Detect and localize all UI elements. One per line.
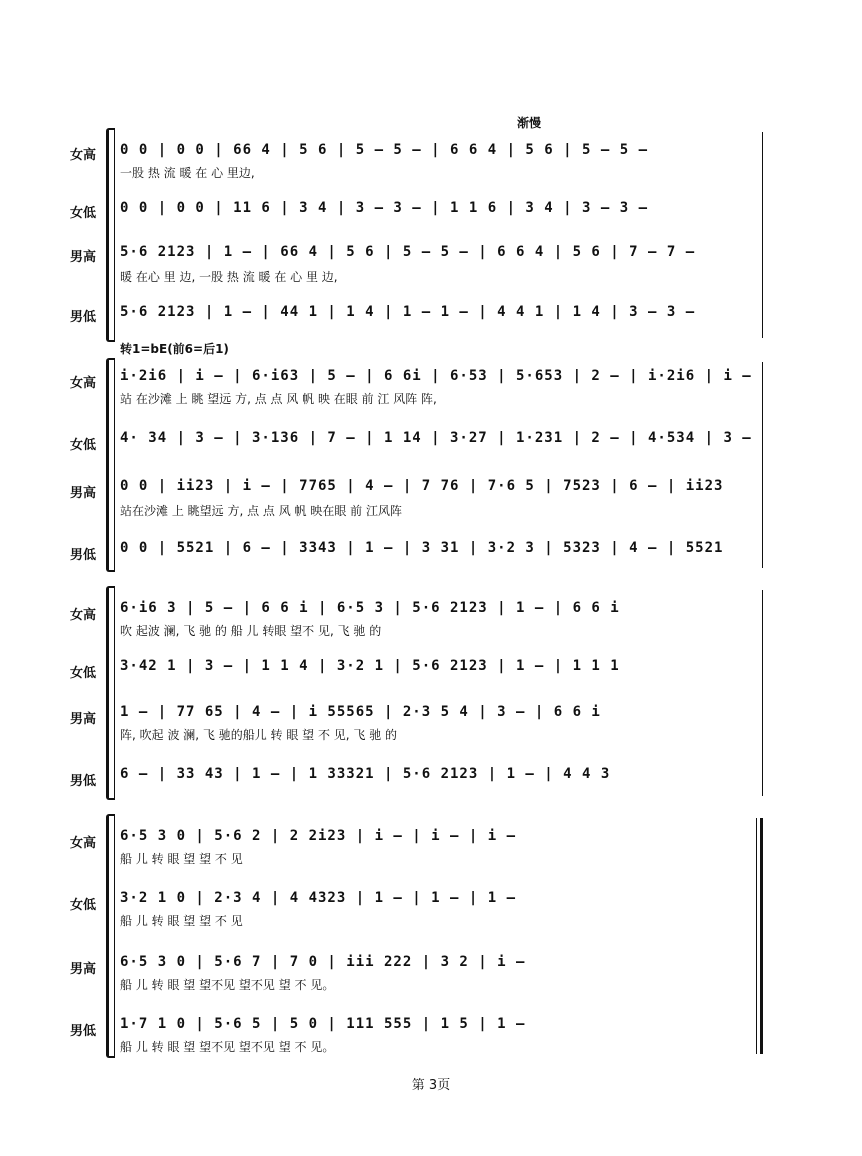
- part-label: 女低: [70, 666, 97, 681]
- notes-row: 1 – | 77 65 | 4 – | i 55565 | 2·3 5 4 | 3 – | 6 6 i: [120, 704, 601, 720]
- lyrics-row: 暖 在心 里 边, 一股 热 流 暖 在 心 里 边,: [120, 270, 338, 284]
- system-line: [114, 128, 115, 342]
- notes-row: 0 0 | 0 0 | 66 4 | 5 6 | 5 – 5 – | 6 6 4 | 5 6 | 5 – 5 –: [120, 142, 649, 158]
- bar-line: [762, 132, 763, 338]
- lyrics-row: 一股 热 流 暖 在 心 里边,: [120, 166, 255, 180]
- part-label: 男低: [70, 774, 97, 789]
- lyrics-row: 船 儿 转 眼 望 望 不 见: [120, 852, 243, 866]
- lyrics-row: 船 儿 转 眼 望 望不见 望不见 望 不 见。: [120, 978, 335, 992]
- notes-row: 6·5 3 0 | 5·6 2 | 2 2i23 | i – | i – | i –: [120, 828, 517, 844]
- notes-row: 0 0 | 5521 | 6 – | 3343 | 1 – | 3 31 | 3·2 3 | 5323 | 4 – | 5521: [120, 540, 724, 556]
- part-label: 女高: [70, 376, 97, 391]
- notes-row: 5·6 2123 | 1 – | 44 1 | 1 4 | 1 – 1 – | 4 4 1 | 1 4 | 3 – 3 –: [120, 304, 696, 320]
- notes-row: 6·5 3 0 | 5·6 7 | 7 0 | iii 222 | 3 2 | i –: [120, 954, 526, 970]
- bar-line: [756, 818, 757, 1054]
- notes-row: 3·2 1 0 | 2·3 4 | 4 4323 | 1 – | 1 – | 1 –: [120, 890, 517, 906]
- part-label: 男高: [70, 962, 97, 977]
- part-label: 女低: [70, 438, 97, 453]
- lyrics-row: 阵, 吹起 波 澜, 飞 驰的船儿 转 眼 望 不 见, 飞 驰 的: [120, 728, 398, 742]
- part-label: 男高: [70, 712, 97, 727]
- system-3: [0, 580, 862, 800]
- part-label: 男高: [70, 250, 97, 265]
- key-change-annotation: 转1=bE(前6=后1): [120, 342, 229, 356]
- notes-row: 3·42 1 | 3 – | 1 1 4 | 3·2 1 | 5·6 2123 | 1 – | 1 1 1: [120, 658, 620, 674]
- system-line: [114, 358, 115, 572]
- page-number: 第 3页: [411, 1078, 451, 1093]
- part-label: 男高: [70, 486, 97, 501]
- lyrics-row: 站 在沙滩 上 眺 望远 方, 点 点 风 帆 映 在眼 前 江 风阵 阵,: [120, 392, 437, 406]
- system-line: [114, 814, 115, 1058]
- bar-line: [762, 590, 763, 796]
- system-4: [0, 808, 862, 1058]
- part-label: 女低: [70, 898, 97, 913]
- part-label: 男低: [70, 1024, 97, 1039]
- part-label: 女高: [70, 608, 97, 623]
- notes-row: 1·7 1 0 | 5·6 5 | 5 0 | 111 555 | 1 5 | 1 –: [120, 1016, 526, 1032]
- system-line: [114, 586, 115, 800]
- lyrics-row: 船 儿 转 眼 望 望不见 望不见 望 不 见。: [120, 1040, 335, 1054]
- part-label: 女高: [70, 148, 97, 163]
- notes-row: 0 0 | 0 0 | 11 6 | 3 4 | 3 – 3 – | 1 1 6 | 3 4 | 3 – 3 –: [120, 200, 649, 216]
- notes-row: 5·6 2123 | 1 – | 66 4 | 5 6 | 5 – 5 – | 6 6 4 | 5 6 | 7 – 7 –: [120, 244, 696, 260]
- notes-row: 6·i6 3 | 5 – | 6 6 i | 6·5 3 | 5·6 2123 | 1 – | 6 6 i: [120, 600, 620, 616]
- final-bar-line: [760, 818, 763, 1054]
- part-label: 男低: [70, 310, 97, 325]
- notes-row: 6 – | 33 43 | 1 – | 1 33321 | 5·6 2123 | 1 – | 4 4 3: [120, 766, 611, 782]
- tempo-annotation: 渐慢: [517, 116, 542, 130]
- bar-line: [762, 362, 763, 568]
- notes-row: 4· 34 | 3 – | 3·136 | 7 – | 1 14 | 3·27 | 1·231 | 2 – | 4·534 | 3 –: [120, 430, 752, 446]
- system-1: [0, 110, 862, 340]
- part-label: 女低: [70, 206, 97, 221]
- system-2: [0, 336, 862, 566]
- part-label: 男低: [70, 548, 97, 563]
- lyrics-row: 吹 起波 澜, 飞 驰 的 船 儿 转眼 望不 见, 飞 驰 的: [120, 624, 382, 638]
- notes-row: i·2i6 | i – | 6·i63 | 5 – | 6 6i | 6·53 | 5·653 | 2 – | i·2i6 | i –: [120, 368, 752, 384]
- notes-row: 0 0 | ii23 | i – | 7765 | 4 – | 7 76 | 7·6 5 | 7523 | 6 – | ii23: [120, 478, 724, 494]
- part-label: 女高: [70, 836, 97, 851]
- lyrics-row: 船 儿 转 眼 望 望 不 见: [120, 914, 243, 928]
- lyrics-row: 站在沙滩 上 眺望远 方, 点 点 风 帆 映在眼 前 江风阵: [120, 504, 402, 518]
